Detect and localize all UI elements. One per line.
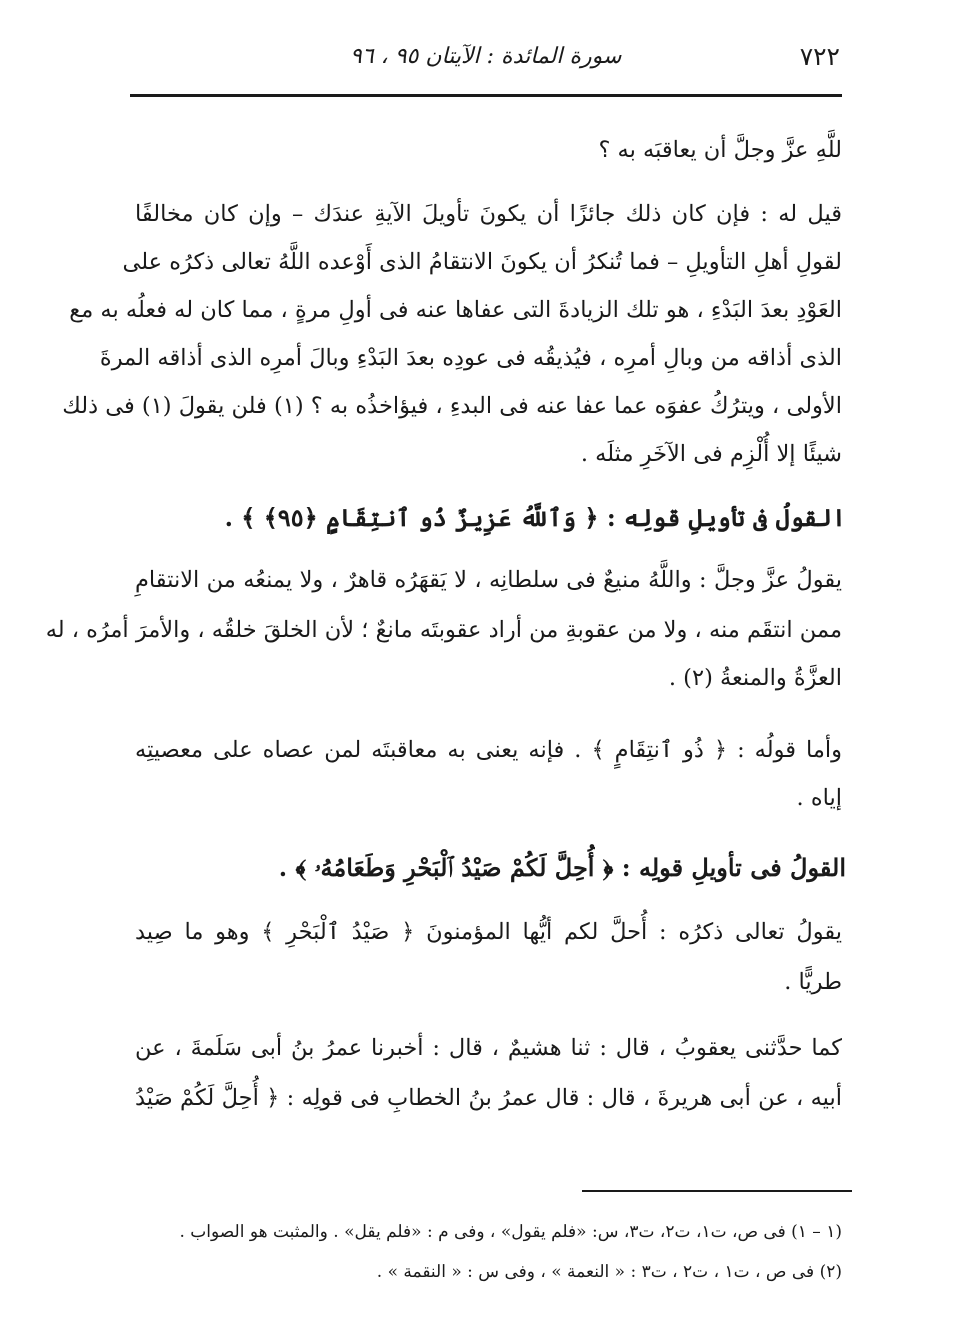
footnote: (١ – ١) فى ص، ت١، ت٢، ت٣، س: «فلم يقول» ، وفى م : «فلم يقل» . والمثبت هو الصواب . bbox=[179, 1222, 842, 1242]
footnote: (٢) فى ص ، ت١ ، ت٢ ، ت٣ : « النعمة » ، وفى س : « النقمة » . bbox=[376, 1262, 842, 1282]
header-rule bbox=[130, 94, 842, 97]
text-line: كما حدَّثنى يعقوبُ ، قال : ثنا هشيمٌ ، قال : أخبرنا عمرُ بنُ أبى سَلَمةَ ، عن bbox=[135, 1035, 842, 1061]
text-line: قيل له : فإن كان ذلك جائزًا أن يكونَ تأويلَ الآيةِ عندَك – وإن كان مخالفًا bbox=[135, 201, 842, 227]
text-line: العزَّةُ والمنعةُ (٢) . bbox=[668, 665, 842, 691]
text-line: للَّهِ عزَّ وجلَّ أن يعاقبَه به ؟ bbox=[598, 137, 842, 163]
text-line: الذى أذاقه من وبالِ أمرِه ، فيُذيقُه فى عودِه بعدَ البَدْءِ وبالَ أمرِه الذى أذاقه المرةَ bbox=[99, 345, 842, 371]
running-head: سورة المائدة : الآيتان ٩٥ ، ٩٦ bbox=[350, 44, 622, 69]
footnote-rule bbox=[582, 1190, 852, 1192]
text-line: يقولُ عزَّ وجلَّ : واللَّهُ منيعٌ فى سلطانِه ، لا يَقهَرُه قاهرٌ ، ولا يمنعُه من الانتقامِ bbox=[135, 567, 842, 593]
text-line: لقولِ أهلِ التأويلِ – فما تُنكرُ أن يكونَ الانتقامُ الذى أَوْعده اللَّهُ تعالى ذكرُه على bbox=[122, 249, 842, 275]
text-line: الأولى ، ويترُكُ عفوَه عما عفا عنه فى البدءِ ، فيؤاخذُه به ؟ (١) فلن يقولَ (١) فى ذلك bbox=[62, 393, 842, 419]
text-line: وأما قولُه : ﴿ ذُو ٱنتِقَامٍ ﴾ . فإنه يعنى به معاقبتَه لمن عصاه على معصيتِه bbox=[135, 737, 842, 763]
section-heading: القولُ فى تأويلِ قولِه : ﴿ أُحِلَّ لَكُمْ صَيْدُ ٱلْبَحْرِ وَطَعَامُهُۥ ﴾ . bbox=[278, 853, 846, 882]
text-line: إياه . bbox=[796, 785, 842, 811]
section-heading: القولُ فى تأويلِ قولِه : ﴿ وَٱللَّهُ عَزِيزٌ ذُو ٱنتِقَامٍ ﴿٩٥﴾ ﴾ . bbox=[224, 503, 846, 532]
text-line: ممن انتقَم منه ، ولا من عقوبةِ من أراد عقوبتَه مانعٌ ؛ لأن الخلقَ خلقُه ، والأمرَ أمرُه ، له bbox=[45, 617, 842, 643]
text-line: أبيه ، عن أبى هريرةَ ، قال : قال عمرُ بنُ الخطابِ فى قولِه : ﴿ أُحِلَّ لَكُمْ صَيْدُ bbox=[135, 1085, 842, 1111]
text-line: يقولُ تعالى ذكرُه : أُحلَّ لكم أيُّها المؤمنونَ ﴿ صَيْدُ ٱلْبَحْرِ ﴾ وهو ما صِيد bbox=[135, 919, 842, 945]
text-line: طريًّا . bbox=[784, 969, 842, 995]
page-number: ٧٢٢ bbox=[799, 42, 840, 71]
text-line: العَوْدِ بعدَ البَدْءِ ، هو تلك الزيادةَ التى عفاها عنه فى أولِ مرةٍ ، مما كان له فعلُه به مع bbox=[69, 297, 842, 323]
page-header bbox=[130, 40, 840, 80]
text-line: شيئًا إلا أُلْزِم فى الآخَرِ مثلَه . bbox=[580, 441, 842, 467]
